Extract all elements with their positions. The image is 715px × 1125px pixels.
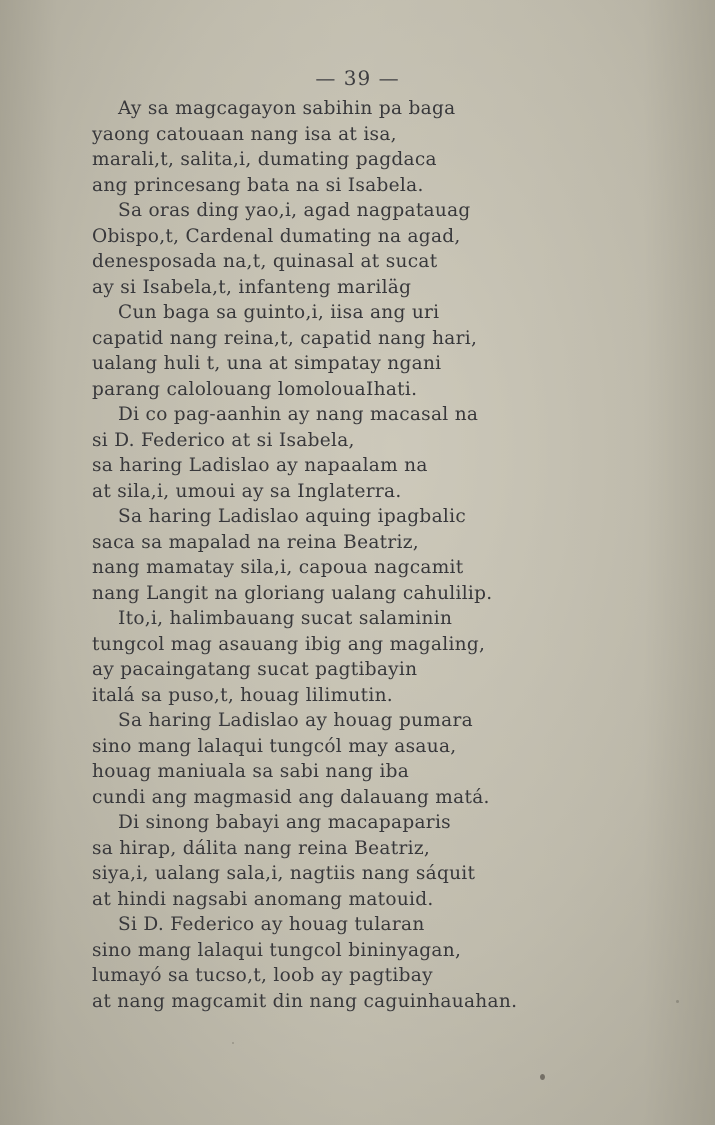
verse-line: Sa haring Ladislao ay houag pumara	[118, 710, 473, 731]
verse-line: Di co pag-aanhin ay nang macasal na	[118, 404, 479, 425]
verse-line: lumayó sa tucso,t, loob ay pagtibay	[92, 965, 433, 986]
verse-line: italá sa puso,t, houag lilimutin.	[92, 684, 393, 706]
verse-line: houag maniuala sa sabi nang iba	[92, 761, 410, 782]
ink-speck	[232, 1042, 234, 1044]
verse-line: yaong catouaan nang isa at isa,	[92, 123, 397, 145]
verse-line: Cun baga sa guinto,i, iisa ang uri	[118, 302, 440, 323]
verse-line: Si D. Federico ay houag tularan	[118, 914, 425, 935]
verse-line: sa hirap, dálita nang reina Beatriz,	[92, 837, 431, 859]
page-number: — 39 —	[315, 66, 400, 90]
verse-line: parang calolouang lomolouaIhati.	[92, 378, 418, 400]
stanza	[0, 708, 715, 810]
verse-line: siya,i, ualang sala,i, nagtiis nang sáquit	[92, 863, 476, 884]
stanza	[0, 96, 715, 198]
verse-line: sino mang lalaqui tungcol bininyagan,	[92, 939, 462, 961]
verse-line: Sa haring Ladislao aquing ipagbalic	[118, 506, 466, 527]
verse-line: si D. Federico at si Isabela,	[92, 429, 355, 451]
verse-line: denesposada na,t, quinasal at sucat	[92, 251, 438, 272]
stanza	[0, 300, 715, 402]
verse-line: at nang magcamit din nang caguinhauahan.	[92, 990, 518, 1012]
stanza	[0, 606, 715, 708]
verse-line: Obispo,t, Cardenal dumating na agad,	[92, 225, 461, 247]
stanza	[0, 504, 715, 606]
stanza	[0, 198, 715, 300]
verse-line: ualang huli t, una at simpatay ngani	[92, 353, 442, 374]
verse-line: nang Langit na gloriang ualang cahulilip.	[92, 582, 493, 604]
verse-line: ay pacaingatang sucat pagtibayin	[92, 659, 418, 680]
ink-speck	[676, 1000, 679, 1003]
stanza	[0, 402, 715, 504]
verse-line: capatid nang reina,t, capatid nang hari,	[92, 327, 478, 349]
poem-text	[0, 96, 715, 1014]
verse-line: Di sinong babayi ang macapaparis	[118, 812, 451, 833]
verse-line: Ay sa magcagayon sabihin pa baga	[118, 98, 456, 119]
verse-line: cundi ang magmasid ang dalauang matá.	[92, 786, 490, 808]
verse-line: ang princesang bata na si Isabela.	[92, 174, 424, 196]
verse-line: at hindi nagsabi anomang matouid.	[92, 888, 434, 910]
verse-line: Ito,i, halimbauang sucat salaminin	[118, 608, 453, 629]
verse-line: saca sa mapalad na reina Beatriz,	[92, 531, 419, 553]
ink-speck	[540, 1074, 545, 1080]
verse-line: sino mang lalaqui tungcól may asaua,	[92, 735, 457, 757]
verse-line: ay si Isabela,t, infanteng mariläg	[92, 276, 412, 298]
stanza	[0, 912, 715, 1014]
verse-line: sa haring Ladislao ay napaalam na	[92, 455, 428, 476]
verse-line: nang mamatay sila,i, capoua nagcamit	[92, 557, 464, 578]
verse-line: marali,t, salita,i, dumating pagdaca	[92, 149, 437, 170]
stanza	[0, 810, 715, 912]
verse-line: at sila,i, umoui ay sa Inglaterra.	[92, 480, 402, 502]
verse-line: tungcol mag asauang ibig ang magaling,	[92, 633, 486, 655]
verse-line: Sa oras ding yao,i, agad nagpatauag	[118, 200, 471, 221]
